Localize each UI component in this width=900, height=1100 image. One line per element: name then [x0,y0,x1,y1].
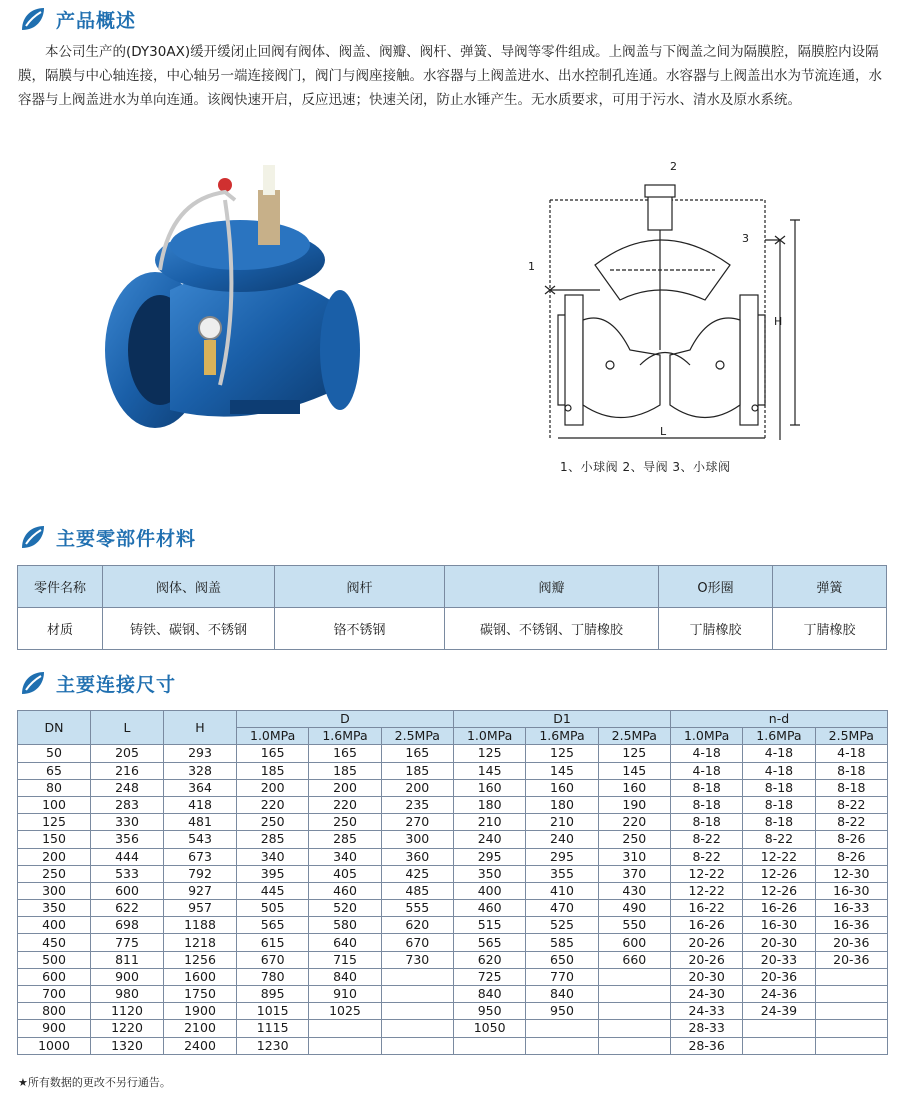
table-cell: 150 [18,831,91,848]
table-cell: 20-30 [743,934,815,951]
table-cell: 620 [453,951,525,968]
table-cell: 585 [526,934,598,951]
table-row [18,831,888,848]
table-cell: 1218 [164,934,237,951]
table-cell: 8-18 [670,779,742,796]
table-cell: 8-18 [743,779,815,796]
table-cell: 700 [18,986,91,1003]
table-cell: 190 [598,796,670,813]
table-cell: 丁腈橡胶 [659,608,773,650]
table-cell: 300 [18,882,91,899]
table-cell: 811 [91,951,164,968]
table-cell: 430 [598,882,670,899]
table-cell: 20-36 [815,951,887,968]
table-cell: D [237,711,454,728]
leaf-bullet-icon [18,522,48,552]
table-cell: 1188 [164,917,237,934]
table-cell: 775 [91,934,164,951]
table-row [18,1020,888,1037]
table-cell: 165 [381,745,453,762]
table-cell: 65 [18,762,91,779]
table-cell: 2.5MPa [381,728,453,745]
table-row [18,745,888,762]
table-cell [815,986,887,1003]
table-row [18,900,888,917]
table-cell [381,1020,453,1037]
table-row [18,779,888,796]
table-cell: 20-33 [743,951,815,968]
table-cell [815,1020,887,1037]
table-cell: 900 [18,1020,91,1037]
table-cell: 1600 [164,968,237,985]
table-cell: 481 [164,814,237,831]
table-cell: 16-36 [815,917,887,934]
table-cell: 565 [237,917,309,934]
section-title: 主要零部件材料 [56,527,197,550]
table-cell: 阀体、阀盖 [103,566,275,608]
table-cell: 285 [237,831,309,848]
table-cell: 200 [18,848,91,865]
table-cell: 185 [381,762,453,779]
table-cell: 370 [598,865,670,882]
table-cell [309,1020,381,1037]
table-cell: 180 [453,796,525,813]
table-cell: 660 [598,951,670,968]
table-cell: 250 [237,814,309,831]
table-cell: 8-22 [670,831,742,848]
table-cell: 24-30 [670,986,742,1003]
table-cell: 310 [598,848,670,865]
intro-paragraph: 本公司生产的(DY30AX)缓开缓闭止回阀有阀体、阀盖、阀瓣、阀杆、弹簧、导阀等零件组成。上阀盖与下阀盖之间为隔膜腔，隔膜腔内设隔膜，隔膜与中心轴连接，中心轴另一端连接阀门，阀门与阀座接触。水容器与上阀盖进水、出水控制孔连通。水容器与上阀盖出水为节流连通，水容器与上阀盖进水为单向连通。该阀快速开启，反应迅速；快速关闭，防止水锤产生。无水质要求，可用于污水、清水及原水系统。 [18,44,882,108]
table-cell: 2400 [164,1037,237,1054]
table-cell: 470 [526,900,598,917]
table-cell: 360 [381,848,453,865]
table-cell: 725 [453,968,525,985]
table-cell: 12-22 [670,865,742,882]
table-cell: 910 [309,986,381,1003]
table-row [18,882,888,899]
table-cell: 4-18 [815,745,887,762]
table-cell: 395 [237,865,309,882]
table-cell: 400 [18,917,91,934]
table-cell: 8-22 [743,831,815,848]
table-row [18,608,887,650]
table-cell: 500 [18,951,91,968]
table-cell: 2.5MPa [815,728,887,745]
section-header-materials [18,522,196,552]
table-cell: 200 [381,779,453,796]
diagram-label-3: 3 [742,232,749,245]
table-cell: 12-22 [743,848,815,865]
table-cell: 622 [91,900,164,917]
diagram-label-2: 2 [670,160,677,173]
table-cell: 8-18 [670,814,742,831]
table-cell: 670 [237,951,309,968]
table-cell: 28-36 [670,1037,742,1054]
table-cell: 533 [91,865,164,882]
table-cell: 28-33 [670,1020,742,1037]
diagram-label-1: 1 [528,260,535,273]
table-row [18,968,888,985]
table-cell: 165 [309,745,381,762]
table-cell: 180 [526,796,598,813]
section-title: 主要连接尺寸 [56,673,177,696]
table-cell: 730 [381,951,453,968]
table-cell: 350 [453,865,525,882]
table-cell: 240 [453,831,525,848]
table-row [18,796,888,813]
table-cell: 200 [237,779,309,796]
table-cell: 24-33 [670,1003,742,1020]
table-cell: 485 [381,882,453,899]
table-cell [309,1037,381,1054]
table-cell: 16-22 [670,900,742,917]
table-cell: 580 [309,917,381,934]
table-cell: 4-18 [743,762,815,779]
table-cell: 1900 [164,1003,237,1020]
table-cell: 145 [526,762,598,779]
table-cell: 505 [237,900,309,917]
table-cell: 250 [598,831,670,848]
table-cell [815,1003,887,1020]
table-cell: 220 [598,814,670,831]
table-cell: 715 [309,951,381,968]
table-cell: 1.6MPa [743,728,815,745]
table-cell: 350 [18,900,91,917]
table-cell: 293 [164,745,237,762]
table-cell [815,968,887,985]
table-cell: 1230 [237,1037,309,1054]
table-cell: 145 [598,762,670,779]
table-cell: 840 [453,986,525,1003]
table-cell: 丁腈橡胶 [773,608,887,650]
table-cell: 8-22 [815,796,887,813]
table-cell: 220 [237,796,309,813]
table-cell [743,1037,815,1054]
table-cell: 792 [164,865,237,882]
table-cell: 1.6MPa [309,728,381,745]
table-cell: H [164,711,237,745]
table-cell: 216 [91,762,164,779]
table-cell: 600 [91,882,164,899]
valve-photo [100,160,400,450]
table-cell: 材质 [18,608,103,650]
table-cell: 235 [381,796,453,813]
table-row [18,917,888,934]
table-cell: 12-22 [670,882,742,899]
table-cell: 295 [453,848,525,865]
table-cell: 543 [164,831,237,848]
table-cell: 800 [18,1003,91,1020]
table-cell [381,1037,453,1054]
table-cell: 铸铁、碳钢、不锈钢 [103,608,275,650]
table-cell: 阀瓣 [445,566,659,608]
table-cell: 950 [526,1003,598,1020]
table-cell: 780 [237,968,309,985]
table-cell: 4-18 [743,745,815,762]
table-cell: 100 [18,796,91,813]
materials-table [17,565,887,650]
table-row [18,1003,888,1020]
table-cell: 840 [526,986,598,1003]
table-cell: 4-18 [670,745,742,762]
table-cell: 285 [309,831,381,848]
table-cell [453,1037,525,1054]
table-cell: 490 [598,900,670,917]
table-cell: 1115 [237,1020,309,1037]
table-cell: 24-36 [743,986,815,1003]
table-cell: 165 [237,745,309,762]
table-cell: 550 [598,917,670,934]
table-cell: 840 [309,968,381,985]
table-cell: 16-26 [670,917,742,934]
table-cell: 12-30 [815,865,887,882]
table-cell [598,1037,670,1054]
table-header-row [18,711,888,728]
table-cell: 620 [381,917,453,934]
table-cell [598,1020,670,1037]
table-cell: 20-36 [743,968,815,985]
table-cell: 1220 [91,1020,164,1037]
table-cell: 957 [164,900,237,917]
table-cell: 460 [453,900,525,917]
table-cell: 12-26 [743,865,815,882]
table-cell: 444 [91,848,164,865]
table-cell [381,986,453,1003]
table-cell: 8-22 [670,848,742,865]
table-cell: 8-26 [815,831,887,848]
table-cell: 1.0MPa [237,728,309,745]
table-cell: 20-36 [815,934,887,951]
table-cell: 碳钢、不锈钢、丁腈橡胶 [445,608,659,650]
table-cell: n-d [670,711,887,728]
table-cell [743,1020,815,1037]
table-cell [815,1037,887,1054]
table-cell: 16-30 [815,882,887,899]
table-cell: 8-22 [815,814,887,831]
table-cell: 185 [237,762,309,779]
table-cell: 445 [237,882,309,899]
table-cell: 600 [598,934,670,951]
table-cell: 125 [526,745,598,762]
table-cell: 565 [453,934,525,951]
table-cell: 355 [526,865,598,882]
table-cell [598,1003,670,1020]
table-row [18,814,888,831]
table-cell: O形圈 [659,566,773,608]
table-cell: 900 [91,968,164,985]
table-cell: 80 [18,779,91,796]
table-cell: 24-39 [743,1003,815,1020]
table-row [18,934,888,951]
table-cell: 8-26 [815,848,887,865]
table-cell: 770 [526,968,598,985]
table-row [18,865,888,882]
table-cell: 铬不锈钢 [275,608,445,650]
table-cell [598,968,670,985]
table-cell: 16-26 [743,900,815,917]
section-header-dimensions [18,668,176,698]
table-cell: 515 [453,917,525,934]
table-cell: 205 [91,745,164,762]
table-cell: 1015 [237,1003,309,1020]
diagram-caption: 1、小球阀 2、导阀 3、小球阀 [560,460,731,474]
table-cell: 450 [18,934,91,951]
section-header-overview [18,4,136,34]
table-cell: 555 [381,900,453,917]
table-cell: 520 [309,900,381,917]
table-row [18,986,888,1003]
table-cell: 16-30 [743,917,815,934]
table-cell: 8-18 [743,796,815,813]
table-cell: 160 [598,779,670,796]
table-cell: 125 [598,745,670,762]
footnote: ★所有数据的更改不另行通告。 [18,1076,171,1089]
table-cell: 270 [381,814,453,831]
table-cell: 650 [526,951,598,968]
table-cell: 328 [164,762,237,779]
table-row [18,848,888,865]
table-cell: 12-26 [743,882,815,899]
table-cell: 356 [91,831,164,848]
table-cell: 16-33 [815,900,887,917]
table-cell [526,1037,598,1054]
table-cell: 125 [453,745,525,762]
table-cell: 364 [164,779,237,796]
table-cell: 1.0MPa [670,728,742,745]
table-cell: 300 [381,831,453,848]
table-cell: 250 [309,814,381,831]
table-cell: 673 [164,848,237,865]
table-cell: 1256 [164,951,237,968]
diagram-label-L: L [660,425,667,438]
table-cell: 240 [526,831,598,848]
table-cell: 460 [309,882,381,899]
table-cell: 弹簧 [773,566,887,608]
table-cell: 210 [453,814,525,831]
table-cell: 895 [237,986,309,1003]
table-header-row [18,566,887,608]
table-cell [526,1020,598,1037]
table-cell: 615 [237,934,309,951]
table-cell: 340 [237,848,309,865]
table-cell: 160 [453,779,525,796]
table-cell: 410 [526,882,598,899]
table-cell: 698 [91,917,164,934]
table-cell: 160 [526,779,598,796]
table-cell: 4-18 [670,762,742,779]
table-cell: 20-26 [670,934,742,951]
table-cell: 8-18 [670,796,742,813]
table-cell: 980 [91,986,164,1003]
table-cell: 525 [526,917,598,934]
table-cell: 8-18 [815,779,887,796]
table-cell [381,968,453,985]
table-cell: 125 [18,814,91,831]
table-cell: 210 [526,814,598,831]
table-cell: 670 [381,934,453,951]
table-cell: 1000 [18,1037,91,1054]
table-cell: 20-30 [670,968,742,985]
table-cell: 640 [309,934,381,951]
table-cell [381,1003,453,1020]
table-cell: 400 [453,882,525,899]
valve-section-diagram [520,160,820,450]
table-cell: 20-26 [670,951,742,968]
table-cell: 2100 [164,1020,237,1037]
table-cell: 600 [18,968,91,985]
table-cell: 1050 [453,1020,525,1037]
table-cell: 295 [526,848,598,865]
table-cell: 2.5MPa [598,728,670,745]
table-cell: 8-18 [743,814,815,831]
table-row [18,951,888,968]
table-cell: 1025 [309,1003,381,1020]
leaf-bullet-icon [18,668,48,698]
table-cell: 340 [309,848,381,865]
table-cell: 145 [453,762,525,779]
table-cell: 1320 [91,1037,164,1054]
table-cell: 283 [91,796,164,813]
table-row [18,762,888,779]
table-cell: 418 [164,796,237,813]
table-cell: 425 [381,865,453,882]
table-cell: 阀杆 [275,566,445,608]
leaf-bullet-icon [18,4,48,34]
table-cell: 330 [91,814,164,831]
table-cell: 50 [18,745,91,762]
table-cell: 1120 [91,1003,164,1020]
table-cell: 200 [309,779,381,796]
table-cell [598,986,670,1003]
table-cell: 248 [91,779,164,796]
diagram-label-H: H [774,315,783,328]
table-cell: 1750 [164,986,237,1003]
table-cell: 8-18 [815,762,887,779]
table-cell: 1.0MPa [453,728,525,745]
table-row [18,1037,888,1054]
table-cell: 220 [309,796,381,813]
table-cell: 1.6MPa [526,728,598,745]
table-cell: DN [18,711,91,745]
table-cell: L [91,711,164,745]
table-cell: D1 [453,711,670,728]
table-cell: 185 [309,762,381,779]
table-cell: 927 [164,882,237,899]
table-cell: 零件名称 [18,566,103,608]
table-cell: 250 [18,865,91,882]
dimensions-table [17,710,888,1055]
section-title: 产品概述 [56,9,137,32]
table-cell: 950 [453,1003,525,1020]
table-cell: 405 [309,865,381,882]
